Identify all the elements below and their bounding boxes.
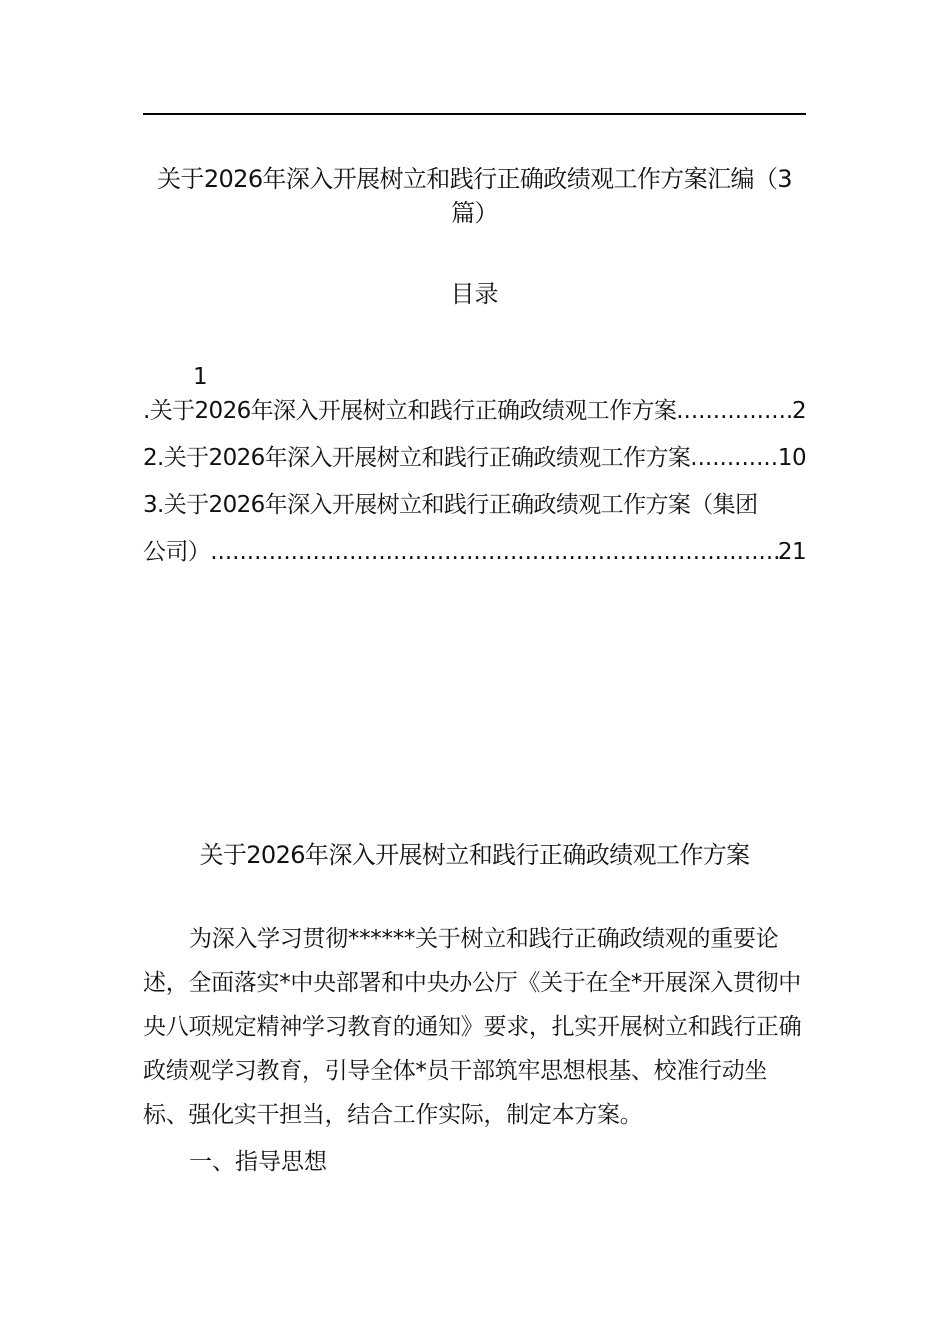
intro-paragraph: 为深入学习贯彻******关于树立和践行正确政绩观的重要论述，全面落实*中央部署和中央办公厅《关于在全*开展深入贯彻中央八项规定精神学习教育的通知》要求，扎实开展树立和践行正确政绩观学习教育，引导全体*员干部筑牢思想根基、校准行动坐标、强化实干担当，结合工作实际，制定本方案。 (143, 926, 802, 1128)
compilation-title-line2: 篇） (451, 199, 498, 227)
toc-item-1-page: 2 (791, 398, 806, 424)
toc-item-1-text: .关于2026年深入开展树立和践行正确政绩观工作方案 (143, 398, 677, 424)
toc-item-3-text: 公司） (143, 539, 211, 565)
toc-item-3-page: 21 (777, 539, 806, 565)
table-of-contents (143, 360, 806, 569)
header-rule (143, 113, 806, 115)
toc-leader-dots (690, 441, 778, 475)
toc-leader-dots (676, 394, 792, 428)
toc-leader-dots (210, 535, 778, 569)
toc-heading: 目录 (450, 280, 499, 308)
toc-item-1[interactable] (143, 394, 806, 428)
toc-item-3[interactable] (143, 535, 806, 569)
compilation-title-line1: 关于2026年深入开展树立和践行正确政绩观工作方案汇编（3 (157, 165, 792, 193)
toc-item-3-line1[interactable]: 3.关于2026年深入开展树立和践行正确政绩观工作方案（集团 (143, 492, 758, 518)
toc-item-2[interactable] (143, 441, 806, 475)
document-title: 关于2026年深入开展树立和践行正确政绩观工作方案 (199, 841, 750, 869)
section-heading: 一、指导思想 (189, 1149, 327, 1175)
toc-item-1-number: 1 (193, 364, 208, 390)
toc-item-2-text: 2.关于2026年深入开展树立和践行正确政绩观工作方案 (143, 445, 691, 471)
compilation-title (143, 162, 806, 230)
toc-item-2-page: 10 (777, 445, 806, 471)
